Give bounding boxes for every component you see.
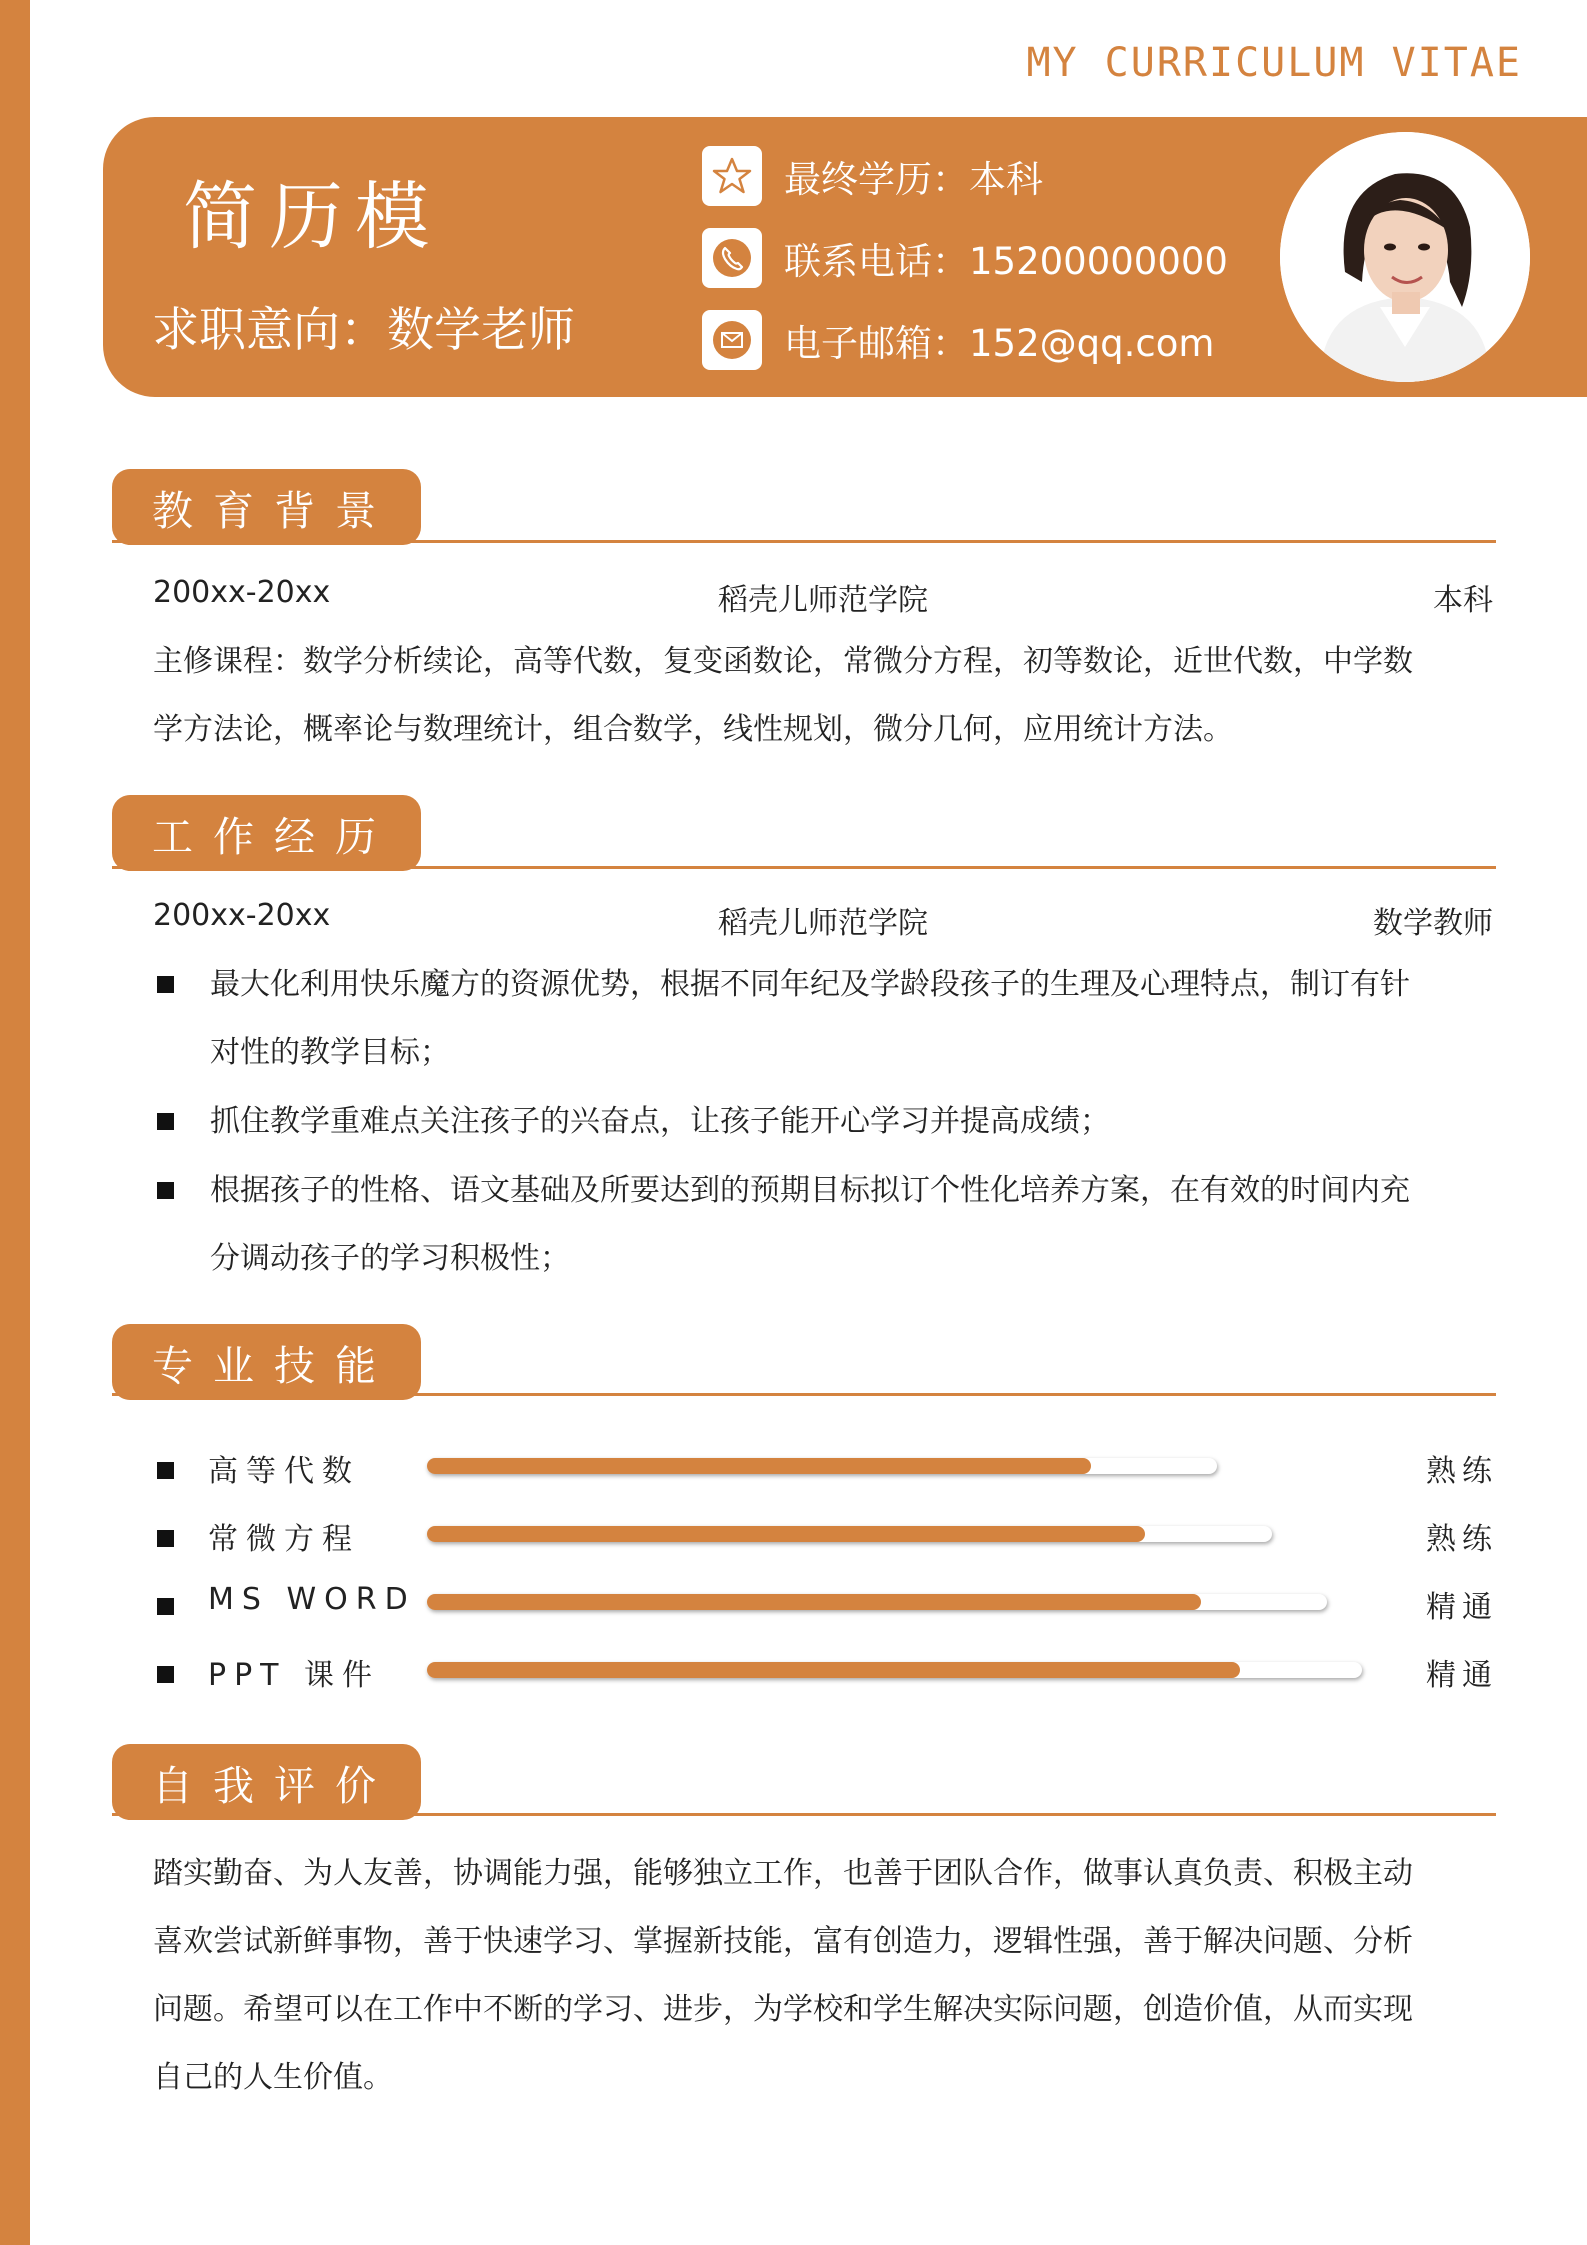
skill-progress-fill: [427, 1594, 1201, 1610]
section-divider: [112, 1813, 1496, 1816]
star-icon: [702, 146, 762, 206]
info-phone-text: 联系电话：15200000000: [784, 240, 1228, 283]
skill-level: 精通: [1426, 1590, 1498, 1625]
info-email: [702, 309, 1214, 371]
self-eval-line: 喜欢尝试新鲜事物，善于快速学习、掌握新技能，富有创造力，逻辑性强，善于解决问题、分析: [153, 1924, 1413, 1959]
skill-row: [153, 1446, 1498, 1496]
phone-icon: [702, 228, 762, 288]
skill-name: 常微方程: [208, 1522, 360, 1557]
self-eval-line: 自己的人生价值。: [153, 2060, 393, 2095]
cv-title: MY CURRICULUM VITAE: [1026, 40, 1522, 86]
avatar: [1280, 132, 1530, 382]
section-divider: [112, 1393, 1496, 1396]
bullet-square-icon: [157, 1598, 174, 1615]
work-bullet-line: 抓住教学重难点关注孩子的兴奋点，让孩子能开心学习并提高成绩；: [210, 1104, 1110, 1139]
skill-progress-track: [427, 1526, 1272, 1542]
section-divider: [112, 540, 1496, 543]
info-phone: [702, 227, 1228, 289]
skill-level: 熟练: [1426, 1522, 1498, 1557]
info-education: [702, 145, 1043, 207]
bullet-square-icon: [157, 976, 174, 993]
work-row: [153, 898, 1493, 948]
education-courses-line: 学方法论，概率论与数理统计，组合数学，线性规划，微分几何，应用统计方法。: [153, 712, 1233, 747]
work-period: 200xx-20xx: [153, 898, 331, 933]
skill-progress-fill: [427, 1662, 1240, 1678]
bullet-square-icon: [157, 1182, 174, 1199]
work-bullet: [153, 1157, 1498, 1293]
self-eval-line: 问题。希望可以在工作中不断的学习、进步，为学校和学生解决实际问题，创造价值，从而实现: [153, 1992, 1413, 2027]
education-courses: [153, 628, 1498, 764]
work-bullet-line: 分调动孩子的学习积极性；: [210, 1241, 570, 1276]
work-bullet-line: 对性的教学目标；: [210, 1035, 450, 1070]
skill-progress-fill: [427, 1526, 1145, 1542]
skill-progress-track: [427, 1594, 1327, 1610]
info-email-text: 电子邮箱：152@qq.com: [784, 322, 1215, 365]
skill-level: 精通: [1426, 1658, 1498, 1693]
work-bullet-line: 根据孩子的性格、语文基础及所要达到的预期目标拟订个性化培养方案，在有效的时间内充: [210, 1173, 1410, 1208]
skill-progress-track: [427, 1662, 1362, 1678]
work-company: 稻壳儿师范学院: [718, 906, 928, 941]
skill-name: PPT 课件: [208, 1658, 381, 1693]
section-education-title: 教育背景: [112, 469, 421, 545]
work-bullet: [153, 951, 1498, 1087]
work-bullet-line: 最大化利用快乐魔方的资源优势，根据不同年纪及学龄段孩子的生理及心理特点，制订有针: [210, 967, 1410, 1002]
education-degree: 本科: [1433, 583, 1493, 618]
section-self-eval-title: 自我评价: [112, 1744, 421, 1820]
job-intent: 求职意向：数学老师: [152, 303, 575, 358]
self-eval-line: 踏实勤奋、为人友善，协调能力强，能够独立工作，也善于团队合作，做事认真负责、积极主动: [153, 1856, 1413, 1891]
work-position: 数学教师: [1373, 906, 1493, 941]
education-row: [153, 575, 1493, 625]
skill-name: MS WORD: [208, 1582, 416, 1617]
skill-progress-fill: [427, 1458, 1091, 1474]
left-accent-strip: [0, 0, 30, 2245]
self-eval-text: [153, 1840, 1498, 2112]
education-courses-line: 主修课程：数学分析续论，高等代数，复变函数论，常微分方程，初等数论，近世代数，中学数: [153, 644, 1413, 679]
education-school: 稻壳儿师范学院: [718, 583, 928, 618]
section-skills-title: 专业技能: [112, 1324, 421, 1400]
work-bullet: [153, 1088, 1498, 1156]
info-education-text: 最终学历：本科: [784, 158, 1043, 201]
skill-progress-track: [427, 1458, 1217, 1474]
bullet-square-icon: [157, 1530, 174, 1547]
mail-icon: [702, 310, 762, 370]
skill-row: [153, 1650, 1498, 1700]
skill-name: 高等代数: [208, 1454, 360, 1489]
section-divider: [112, 866, 1496, 869]
bullet-square-icon: [157, 1666, 174, 1683]
bullet-square-icon: [157, 1462, 174, 1479]
bullet-square-icon: [157, 1113, 174, 1130]
skill-row: [153, 1514, 1498, 1564]
section-work-title: 工作经历: [112, 795, 421, 871]
skill-row: [153, 1582, 1498, 1632]
education-period: 200xx-20xx: [153, 575, 331, 610]
candidate-name: 简历模: [183, 174, 441, 260]
skill-level: 熟练: [1426, 1454, 1498, 1489]
